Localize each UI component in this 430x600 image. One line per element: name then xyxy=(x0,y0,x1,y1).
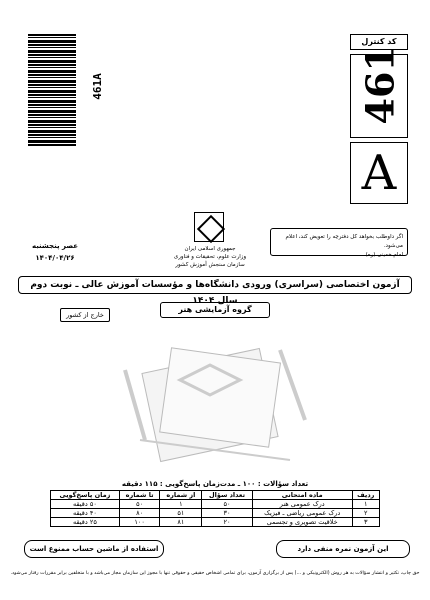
cell: ۳۰ xyxy=(202,509,253,518)
abroad-label: خارج از کشور xyxy=(60,308,110,322)
barcode xyxy=(28,30,104,150)
cell: خلاقیت تصویری و تجسمی xyxy=(252,518,352,527)
cell: ۲ xyxy=(352,509,379,518)
barcode-bars xyxy=(28,34,76,146)
header-question-count: تعداد سؤال xyxy=(202,491,253,500)
calculator-note: استفاده از ماشین حساب ممنوع است xyxy=(24,540,164,558)
cell: ۱ xyxy=(160,500,202,509)
group-title: گروه آزمایشی هنر xyxy=(160,302,270,318)
table-row xyxy=(51,500,380,509)
copyright-footer: حق چاپ، تکثیر و انتشار سؤالات به هر روش (الکترونیکی و ...) پس از برگزاری آزمون، برای تمامی اشخاص حقیقی و حقوقی تنها با مجوز این سازمان مجاز می‌باشد و با متخلفین برابر مقررات رفتار می‌شود. xyxy=(10,571,420,576)
organization-lines xyxy=(160,245,260,269)
control-code-number: 461 xyxy=(357,45,403,125)
main-title: آزمون اختصاصی (سراسری) ورودی دانشگاه‌ها و مؤسسات آموزش عالی ـ نوبت دوم سال ۱۴۰۴ xyxy=(18,276,412,294)
cell: ۲۰ xyxy=(202,518,253,527)
header-from: از شماره xyxy=(160,491,202,500)
cell: ۳ xyxy=(352,518,379,527)
cell: ۵۰ دقیقه xyxy=(51,500,120,509)
cell: درک عمومی هنر xyxy=(252,500,352,509)
notice-line-2: امام خمینی (ره) xyxy=(365,252,403,258)
header-subject: ماده امتحانی xyxy=(252,491,352,500)
control-code-label: کد کنترل xyxy=(350,34,408,50)
header-row-number: ردیف xyxy=(352,491,379,500)
cell: درک عمومی ریاضی ـ فیزیک xyxy=(252,509,352,518)
cell: ۱۰۰ xyxy=(119,518,160,527)
notice-box xyxy=(270,228,408,256)
exam-date-value: ۱۴۰۴/۰۴/۲۶ xyxy=(35,254,75,262)
cell: ۸۰ xyxy=(119,509,160,518)
organization-line-2: وزارت علوم، تحقیقات و فناوری xyxy=(173,254,247,260)
organization-logo-icon xyxy=(194,212,224,242)
organization-line-1: جمهوری اسلامی ایران xyxy=(184,246,236,252)
table-row xyxy=(51,509,380,518)
booklet-letter: A xyxy=(350,142,408,204)
cell: ۱ xyxy=(352,500,379,509)
barcode-text: 461A xyxy=(90,73,104,100)
cell: ۵۱ xyxy=(160,509,202,518)
cell: ۵۰ xyxy=(202,500,253,509)
exam-table xyxy=(50,490,380,527)
header-time: زمان پاسخ‌گویی xyxy=(51,491,120,500)
negative-marking-note: این آزمون نمره منفی دارد xyxy=(276,540,410,558)
cell: ۴۰ دقیقه xyxy=(51,509,120,518)
table-caption: تعداد سؤالات : ۱۰۰ ـ مدت‌زمان پاسخ‌گویی : ۱۱۵ دقیقه xyxy=(121,480,309,488)
organization-line-3: سازمان سنجش آموزش کشور xyxy=(175,262,245,268)
header-to: تا شماره xyxy=(119,491,160,500)
table-header-row xyxy=(51,491,380,500)
cell: ۵۰ xyxy=(119,500,160,509)
cell: ۸۱ xyxy=(160,518,202,527)
table-row xyxy=(51,518,380,527)
exam-date xyxy=(30,240,80,264)
exam-day: عصر پنجشنبه xyxy=(31,242,79,250)
notice-line-1: اگر داوطلب بخواهد کل دفترچه را تعویض کند، اعلام می‌شود. xyxy=(285,234,403,249)
cell: ۲۵ دقیقه xyxy=(51,518,120,527)
notebook-illustration xyxy=(110,330,320,480)
control-code-box xyxy=(350,45,408,138)
